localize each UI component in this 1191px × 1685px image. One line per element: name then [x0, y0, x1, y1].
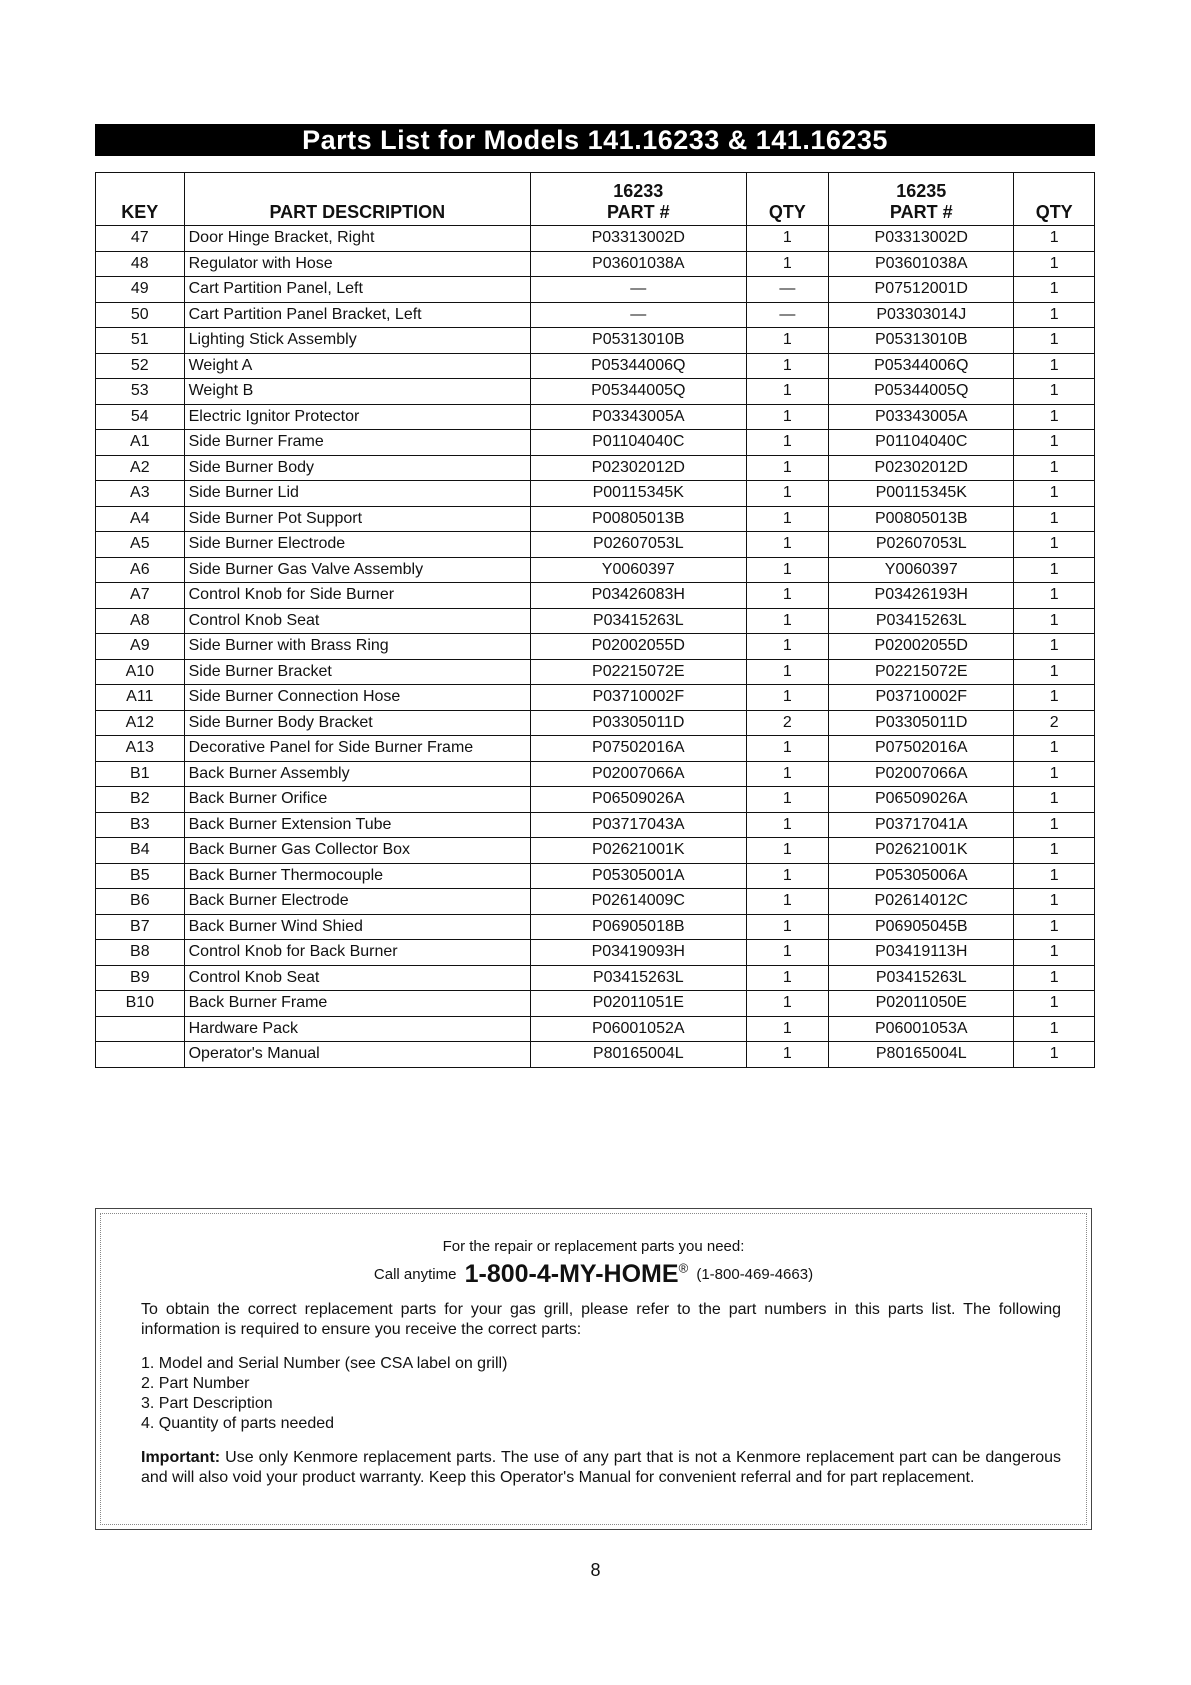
cell-qty-16235: 1: [1014, 812, 1095, 838]
table-row: [96, 404, 1095, 430]
table-row: [96, 736, 1095, 762]
table-row: [96, 838, 1095, 864]
cell-part-16233: P03419093H: [531, 940, 747, 966]
cell-part-16235: P03415263L: [829, 965, 1014, 991]
important-label: Important:: [141, 1449, 221, 1466]
page-number: 8: [590, 1560, 601, 1580]
cell-part-16235: P03305011D: [829, 710, 1014, 736]
table-row: [96, 787, 1095, 813]
cell-description: Back Burner Thermocouple: [184, 863, 530, 889]
cell-description: Side Burner Lid: [184, 481, 530, 507]
cell-key: A1: [96, 430, 185, 456]
phone-digits: (1-800-469-4663): [696, 1266, 814, 1283]
cell-part-16233: P02302012D: [531, 455, 747, 481]
table-row: [96, 889, 1095, 915]
cell-qty-16233: 1: [746, 914, 829, 940]
cell-key: B5: [96, 863, 185, 889]
table-row: [96, 557, 1095, 583]
table-row: [96, 710, 1095, 736]
call-prefix: Call anytime: [373, 1266, 457, 1283]
cell-qty-16233: —: [746, 277, 829, 303]
cell-description: Back Burner Frame: [184, 991, 530, 1017]
header-key: KEY: [96, 173, 185, 226]
cell-key: 54: [96, 404, 185, 430]
header-part-label-16235: PART #: [889, 202, 953, 222]
cell-part-16235: P05344006Q: [829, 353, 1014, 379]
cell-qty-16235: 1: [1014, 251, 1095, 277]
cell-qty-16235: 1: [1014, 1042, 1095, 1068]
cell-description: Operator's Manual: [184, 1042, 530, 1068]
cell-qty-16233: 1: [746, 608, 829, 634]
table-row: [96, 1016, 1095, 1042]
cell-key: A8: [96, 608, 185, 634]
cell-qty-16233: 1: [746, 889, 829, 915]
cell-qty-16233: 1: [746, 583, 829, 609]
cell-part-16233: P03313002D: [531, 226, 747, 252]
cell-key: A3: [96, 481, 185, 507]
cell-key: B7: [96, 914, 185, 940]
parts-table: [95, 172, 1095, 1068]
cell-qty-16235: 1: [1014, 455, 1095, 481]
cell-part-16235: P06905045B: [829, 914, 1014, 940]
cell-qty-16233: 1: [746, 787, 829, 813]
cell-qty-16235: 1: [1014, 736, 1095, 762]
table-row: [96, 761, 1095, 787]
phone-number: [465, 1260, 689, 1288]
cell-description: Regulator with Hose: [184, 251, 530, 277]
cell-part-16233: P03305011D: [531, 710, 747, 736]
cell-part-16233: P80165004L: [531, 1042, 747, 1068]
cell-qty-16235: 1: [1014, 532, 1095, 558]
cell-description: Side Burner Frame: [184, 430, 530, 456]
info-paragraph: To obtain the correct replacement parts for your gas grill, please refer to the part numbers in this parts list. The following information is required to ensure you receive the correct parts:: [141, 1301, 1061, 1338]
cell-key: B3: [96, 812, 185, 838]
important-note: [141, 1448, 1061, 1488]
table-row: [96, 583, 1095, 609]
cell-part-16233: P06001052A: [531, 1016, 747, 1042]
cell-qty-16235: 1: [1014, 328, 1095, 354]
table-row: [96, 455, 1095, 481]
cell-part-16233: P00115345K: [531, 481, 747, 507]
cell-key: A12: [96, 710, 185, 736]
cell-qty-16233: 1: [746, 532, 829, 558]
cell-key: 51: [96, 328, 185, 354]
cell-description: Side Burner Connection Hose: [184, 685, 530, 711]
cell-part-16235: P00805013B: [829, 506, 1014, 532]
cell-key: B9: [96, 965, 185, 991]
cell-qty-16233: 1: [746, 506, 829, 532]
cell-key: B2: [96, 787, 185, 813]
cell-part-16233: P03426083H: [531, 583, 747, 609]
cell-part-16235: P05344005Q: [829, 379, 1014, 405]
cell-key: A13: [96, 736, 185, 762]
cell-qty-16233: 1: [746, 838, 829, 864]
cell-qty-16235: 1: [1014, 608, 1095, 634]
cell-description: Weight A: [184, 353, 530, 379]
cell-qty-16233: 1: [746, 761, 829, 787]
cell-part-16233: P03415263L: [531, 608, 747, 634]
cell-key: A5: [96, 532, 185, 558]
cell-description: Back Burner Extension Tube: [184, 812, 530, 838]
cell-description: Hardware Pack: [184, 1016, 530, 1042]
cell-part-16233: —: [531, 302, 747, 328]
table-row: [96, 940, 1095, 966]
cell-description: Decorative Panel for Side Burner Frame: [184, 736, 530, 762]
cell-description: Side Burner Gas Valve Assembly: [184, 557, 530, 583]
table-row: [96, 506, 1095, 532]
cell-qty-16233: 1: [746, 1016, 829, 1042]
cell-part-16235: P03419113H: [829, 940, 1014, 966]
cell-qty-16235: 1: [1014, 583, 1095, 609]
header-model-16235: 16235: [896, 181, 947, 201]
cell-description: Side Burner with Brass Ring: [184, 634, 530, 660]
cell-description: Side Burner Body: [184, 455, 530, 481]
cell-qty-16235: 1: [1014, 761, 1095, 787]
cell-part-16235: P02215072E: [829, 659, 1014, 685]
cell-key: B1: [96, 761, 185, 787]
cell-part-16233: P02215072E: [531, 659, 747, 685]
list-item: 4. Quantity of parts needed: [141, 1415, 335, 1432]
table-row: [96, 353, 1095, 379]
table-row: [96, 914, 1095, 940]
cell-qty-16235: 1: [1014, 481, 1095, 507]
cell-qty-16233: 1: [746, 1042, 829, 1068]
cell-qty-16233: 1: [746, 251, 829, 277]
cell-key: B8: [96, 940, 185, 966]
cell-description: Cart Partition Panel, Left: [184, 277, 530, 303]
cell-qty-16235: 1: [1014, 277, 1095, 303]
table-row: [96, 302, 1095, 328]
cell-part-16233: P05344005Q: [531, 379, 747, 405]
table-header-row: [96, 173, 1095, 226]
cell-qty-16235: 1: [1014, 685, 1095, 711]
table-row: [96, 991, 1095, 1017]
cell-part-16233: P06509026A: [531, 787, 747, 813]
cell-part-16235: P07502016A: [829, 736, 1014, 762]
cell-qty-16233: 1: [746, 353, 829, 379]
cell-description: Control Knob Seat: [184, 608, 530, 634]
cell-part-16233: P05344006Q: [531, 353, 747, 379]
cell-description: Door Hinge Bracket, Right: [184, 226, 530, 252]
cell-key: [96, 1042, 185, 1068]
cell-qty-16233: 1: [746, 481, 829, 507]
table-row: [96, 328, 1095, 354]
cell-key: [96, 1016, 185, 1042]
cell-part-16235: P06509026A: [829, 787, 1014, 813]
table-row: [96, 608, 1095, 634]
info-box-inner: [100, 1213, 1087, 1525]
cell-key: 49: [96, 277, 185, 303]
header-model-16233: 16233: [613, 181, 664, 201]
cell-qty-16233: 1: [746, 940, 829, 966]
cell-qty-16235: 1: [1014, 1016, 1095, 1042]
cell-part-16233: Y0060397: [531, 557, 747, 583]
cell-description: Control Knob for Side Burner: [184, 583, 530, 609]
cell-part-16235: P03343005A: [829, 404, 1014, 430]
cell-description: Back Burner Wind Shied: [184, 914, 530, 940]
cell-qty-16233: 2: [746, 710, 829, 736]
cell-qty-16233: 1: [746, 226, 829, 252]
cell-part-16233: P07502016A: [531, 736, 747, 762]
cell-description: Back Burner Gas Collector Box: [184, 838, 530, 864]
cell-qty-16233: 1: [746, 557, 829, 583]
cell-part-16235: P05305006A: [829, 863, 1014, 889]
cell-qty-16233: 1: [746, 812, 829, 838]
cell-part-16235: P02607053L: [829, 532, 1014, 558]
cell-key: 48: [96, 251, 185, 277]
cell-description: Side Burner Body Bracket: [184, 710, 530, 736]
cell-part-16233: P02007066A: [531, 761, 747, 787]
cell-part-16235: P02011050E: [829, 991, 1014, 1017]
cell-part-16233: P02621001K: [531, 838, 747, 864]
cell-part-16235: P03415263L: [829, 608, 1014, 634]
cell-key: A7: [96, 583, 185, 609]
cell-key: A4: [96, 506, 185, 532]
cell-qty-16235: 1: [1014, 226, 1095, 252]
cell-qty-16233: 1: [746, 965, 829, 991]
cell-qty-16235: 1: [1014, 914, 1095, 940]
cell-part-16233: P03343005A: [531, 404, 747, 430]
table-row: [96, 965, 1095, 991]
table-row: [96, 277, 1095, 303]
cell-part-16235: P01104040C: [829, 430, 1014, 456]
table-row: [96, 430, 1095, 456]
table-row: [96, 251, 1095, 277]
info-intro-line: For the repair or replacement parts you need:: [442, 1238, 745, 1255]
cell-key: 52: [96, 353, 185, 379]
cell-qty-16233: 1: [746, 659, 829, 685]
cell-part-16235: P02007066A: [829, 761, 1014, 787]
cell-description: Side Burner Bracket: [184, 659, 530, 685]
info-list: [141, 1354, 507, 1434]
info-box: [95, 1208, 1092, 1530]
cell-qty-16235: 1: [1014, 889, 1095, 915]
cell-key: A2: [96, 455, 185, 481]
cell-description: Cart Partition Panel Bracket, Left: [184, 302, 530, 328]
cell-key: 50: [96, 302, 185, 328]
cell-part-16235: P02614012C: [829, 889, 1014, 915]
cell-key: A11: [96, 685, 185, 711]
table-row: [96, 685, 1095, 711]
cell-qty-16233: 1: [746, 404, 829, 430]
cell-part-16235: P03426193H: [829, 583, 1014, 609]
cell-qty-16235: 1: [1014, 863, 1095, 889]
cell-qty-16235: 1: [1014, 787, 1095, 813]
cell-part-16235: P80165004L: [829, 1042, 1014, 1068]
cell-qty-16235: 1: [1014, 991, 1095, 1017]
cell-part-16233: P00805013B: [531, 506, 747, 532]
cell-qty-16233: 1: [746, 991, 829, 1017]
table-row: [96, 863, 1095, 889]
cell-part-16235: P06001053A: [829, 1016, 1014, 1042]
cell-description: Control Knob for Back Burner: [184, 940, 530, 966]
cell-qty-16235: 1: [1014, 838, 1095, 864]
cell-part-16233: P02607053L: [531, 532, 747, 558]
page-title: Parts List for Models 141.16233 & 141.16235: [95, 124, 1095, 156]
table-row: [96, 379, 1095, 405]
cell-part-16233: —: [531, 277, 747, 303]
cell-qty-16235: 1: [1014, 659, 1095, 685]
cell-qty-16235: 1: [1014, 634, 1095, 660]
cell-part-16233: P05313010B: [531, 328, 747, 354]
cell-part-16235: P03601038A: [829, 251, 1014, 277]
cell-part-16233: P01104040C: [531, 430, 747, 456]
cell-qty-16233: 1: [746, 863, 829, 889]
cell-description: Back Burner Assembly: [184, 761, 530, 787]
cell-qty-16233: 1: [746, 736, 829, 762]
table-row: [96, 812, 1095, 838]
cell-part-16233: P03601038A: [531, 251, 747, 277]
cell-part-16235: P02002055D: [829, 634, 1014, 660]
cell-part-16233: P03717043A: [531, 812, 747, 838]
phone-number-text: 1-800-4-MY-HOME: [464, 1260, 679, 1288]
cell-qty-16235: 1: [1014, 302, 1095, 328]
cell-description: Electric Ignitor Protector: [184, 404, 530, 430]
cell-key: B6: [96, 889, 185, 915]
cell-description: Control Knob Seat: [184, 965, 530, 991]
cell-qty-16233: 1: [746, 634, 829, 660]
parts-table-body: [96, 226, 1095, 1068]
table-row: [96, 634, 1095, 660]
cell-part-16235: P03717041A: [829, 812, 1014, 838]
table-row: [96, 1042, 1095, 1068]
cell-part-16233: P03415263L: [531, 965, 747, 991]
header-part-label-16233: PART #: [606, 202, 670, 222]
table-row: [96, 226, 1095, 252]
cell-qty-16233: 1: [746, 379, 829, 405]
cell-key: 47: [96, 226, 185, 252]
cell-qty-16233: 1: [746, 685, 829, 711]
table-row: [96, 481, 1095, 507]
cell-part-16233: P05305001A: [531, 863, 747, 889]
cell-part-16235: P02302012D: [829, 455, 1014, 481]
cell-part-16235: P03313002D: [829, 226, 1014, 252]
cell-qty-16235: 1: [1014, 353, 1095, 379]
cell-qty-16233: 1: [746, 455, 829, 481]
list-item: 1. Model and Serial Number (see CSA label on grill): [141, 1355, 508, 1372]
table-row: [96, 532, 1095, 558]
header-description: PART DESCRIPTION: [184, 173, 530, 226]
header-qty-16233: QTY: [746, 173, 829, 226]
cell-qty-16235: 1: [1014, 965, 1095, 991]
cell-description: Back Burner Electrode: [184, 889, 530, 915]
cell-part-16235: P03303014J: [829, 302, 1014, 328]
cell-key: B4: [96, 838, 185, 864]
cell-part-16233: P03710002F: [531, 685, 747, 711]
cell-description: Side Burner Electrode: [184, 532, 530, 558]
cell-key: A10: [96, 659, 185, 685]
cell-key: B10: [96, 991, 185, 1017]
registered-mark: ®: [678, 1260, 689, 1276]
cell-key: A6: [96, 557, 185, 583]
cell-qty-16235: 1: [1014, 940, 1095, 966]
table-row: [96, 659, 1095, 685]
cell-part-16235: Y0060397: [829, 557, 1014, 583]
list-item: 3. Part Description: [141, 1395, 273, 1412]
cell-part-16235: P05313010B: [829, 328, 1014, 354]
cell-part-16235: P07512001D: [829, 277, 1014, 303]
header-part-16235: [829, 173, 1014, 226]
cell-qty-16235: 1: [1014, 430, 1095, 456]
cell-part-16233: P06905018B: [531, 914, 747, 940]
cell-qty-16235: 1: [1014, 404, 1095, 430]
cell-qty-16235: 1: [1014, 379, 1095, 405]
important-text: Use only Kenmore replacement parts. The use of any part that is not a Kenmore replacement part can be dangerous and will also void your product warranty. Keep this Operator's Manual for convenient referral and for part replacement.: [141, 1449, 1061, 1486]
cell-part-16233: P02614009C: [531, 889, 747, 915]
cell-part-16235: P02621001K: [829, 838, 1014, 864]
cell-key: 53: [96, 379, 185, 405]
cell-part-16235: P00115345K: [829, 481, 1014, 507]
header-qty-16235: QTY: [1014, 173, 1095, 226]
cell-key: A9: [96, 634, 185, 660]
cell-description: Side Burner Pot Support: [184, 506, 530, 532]
cell-part-16235: P03710002F: [829, 685, 1014, 711]
cell-qty-16233: 1: [746, 328, 829, 354]
cell-qty-16233: 1: [746, 430, 829, 456]
cell-description: Lighting Stick Assembly: [184, 328, 530, 354]
cell-part-16233: P02002055D: [531, 634, 747, 660]
cell-qty-16235: 2: [1014, 710, 1095, 736]
cell-qty-16233: —: [746, 302, 829, 328]
list-item: 2. Part Number: [141, 1375, 250, 1392]
cell-qty-16235: 1: [1014, 557, 1095, 583]
cell-qty-16235: 1: [1014, 506, 1095, 532]
cell-description: Weight B: [184, 379, 530, 405]
phone-line: [101, 1260, 1086, 1289]
cell-part-16233: P02011051E: [531, 991, 747, 1017]
header-part-16233: [531, 173, 747, 226]
cell-description: Back Burner Orifice: [184, 787, 530, 813]
